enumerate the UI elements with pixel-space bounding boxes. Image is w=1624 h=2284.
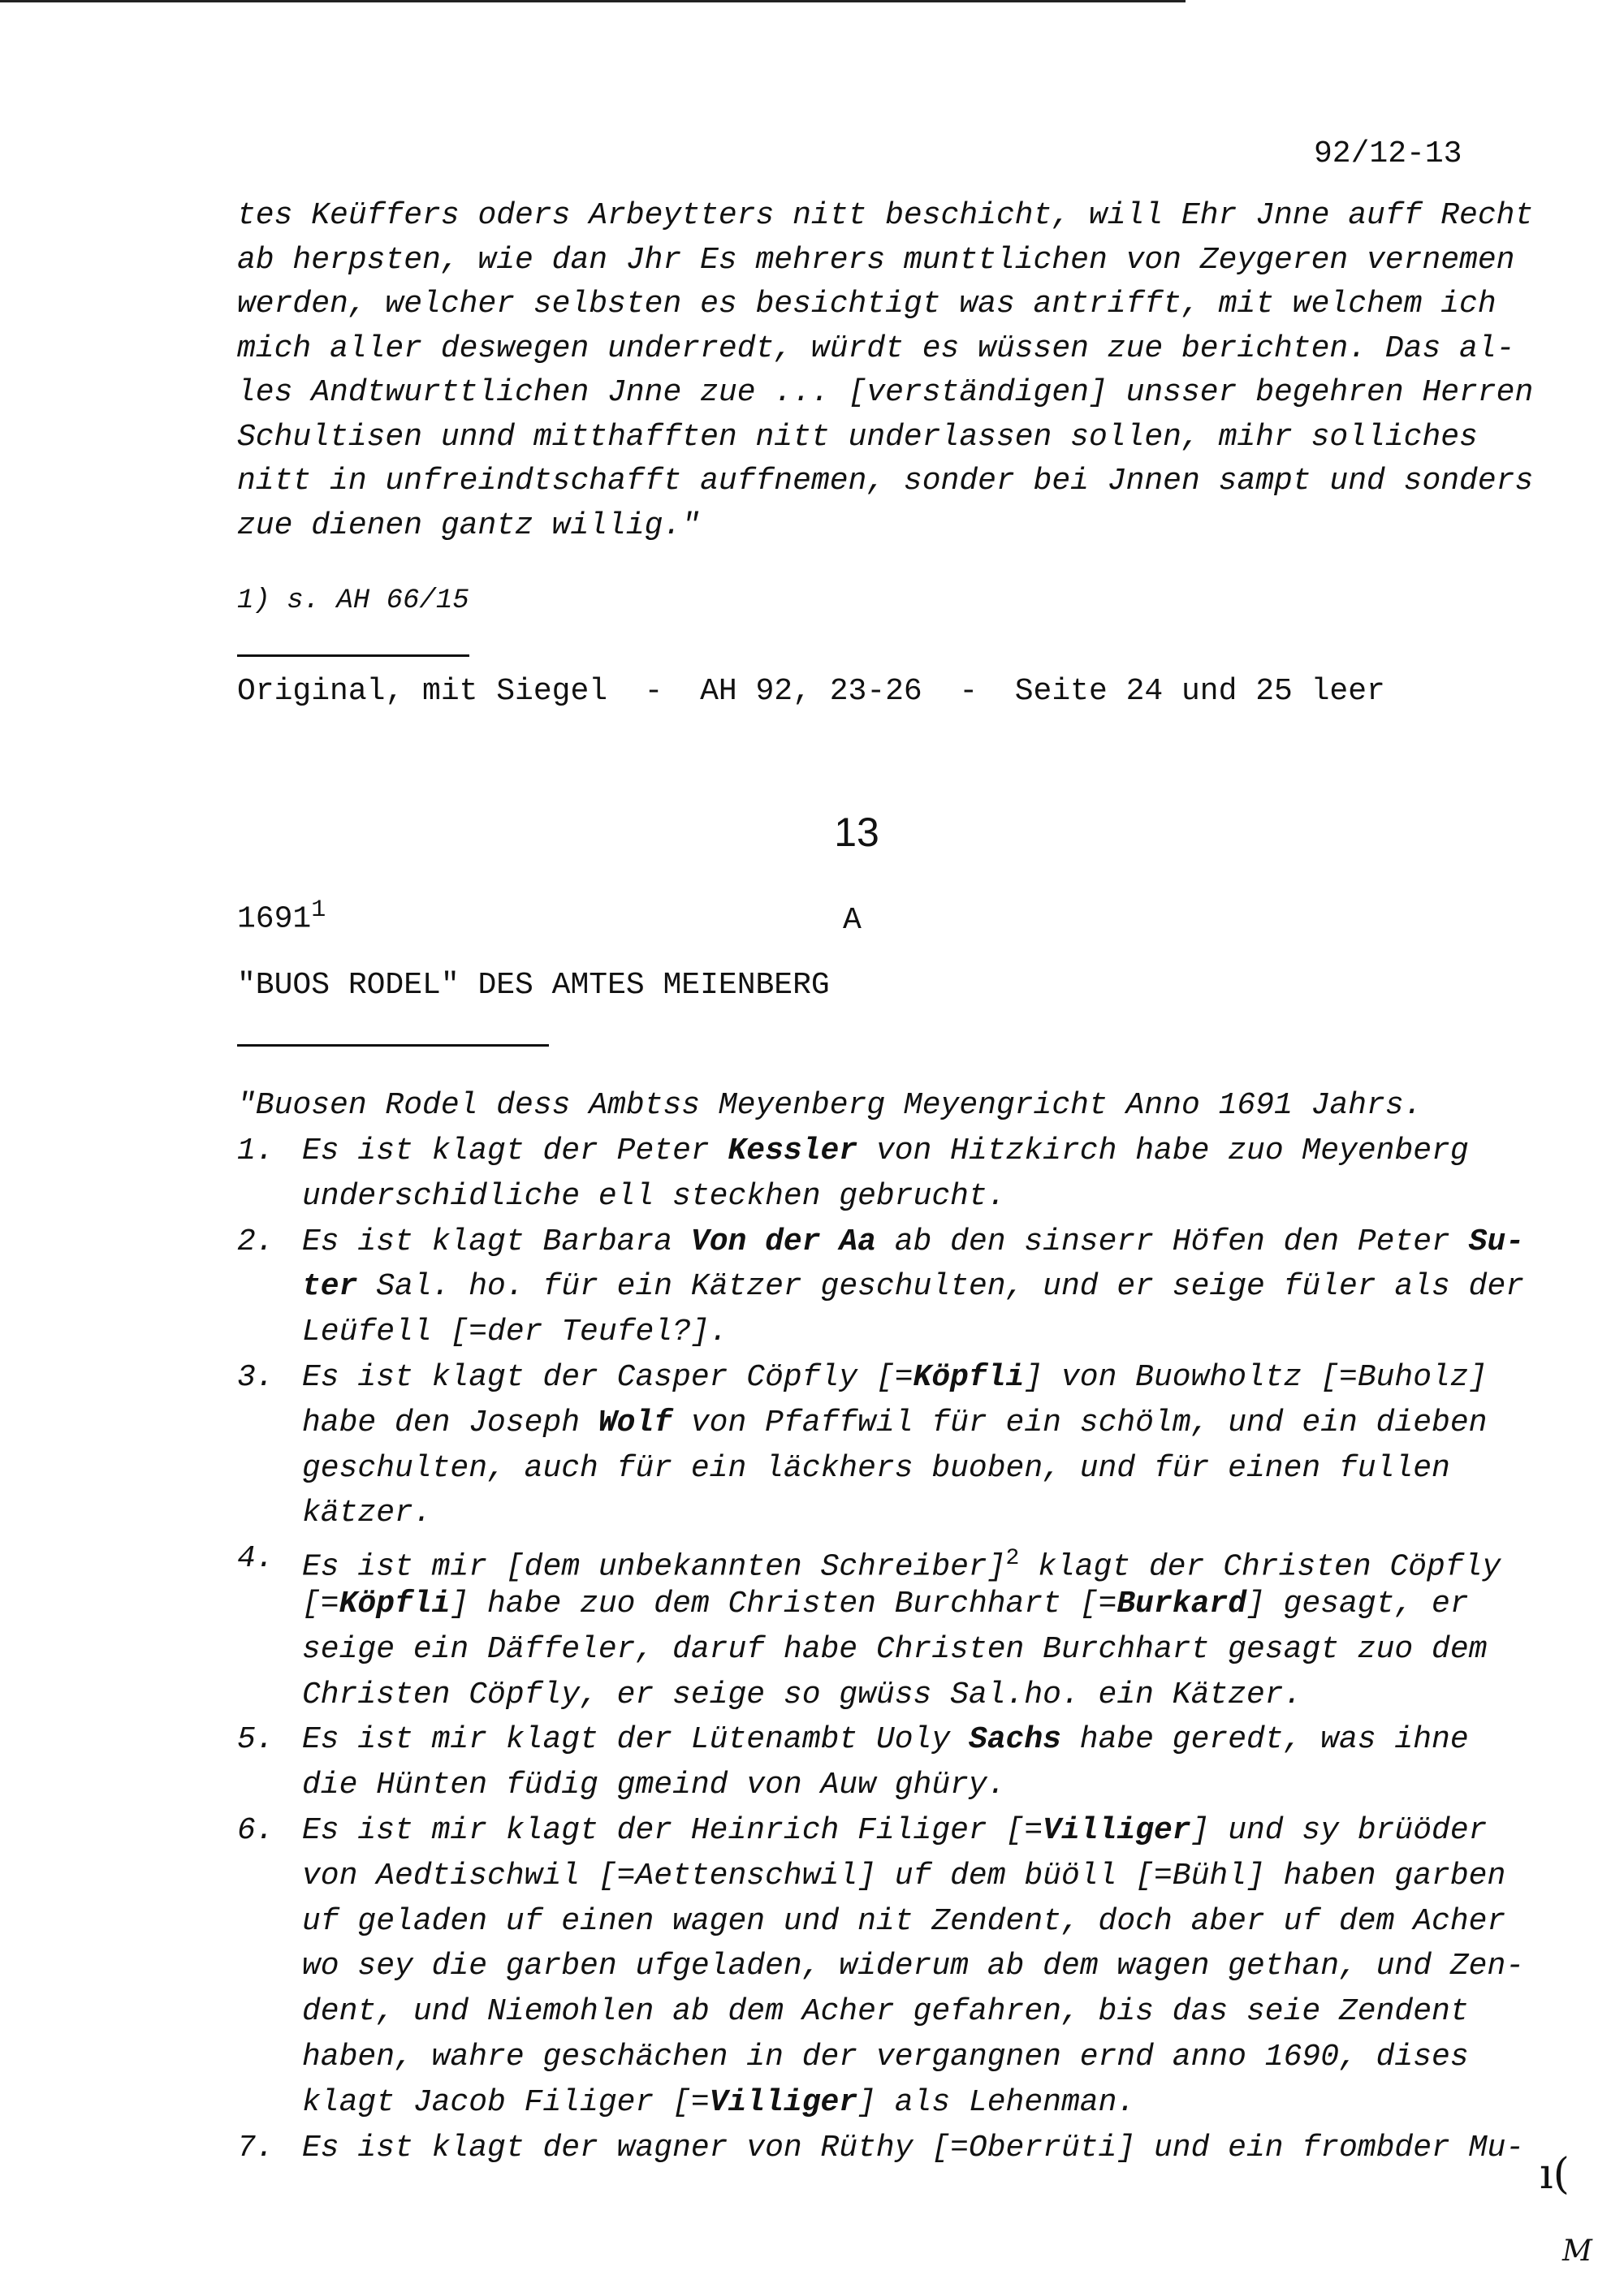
entry-number: 3.: [237, 1360, 274, 1395]
source-note: Original, mit Siegel - AH 92, 23-26 - Seite 24 und 25 leer: [237, 674, 1385, 709]
entry-line: Leüfell [=der Teufel?].: [302, 1315, 728, 1350]
entry-line: habe den Joseph Wolf von Pfaffwil für ein schölm, und ein dieben: [302, 1405, 1488, 1440]
title-divider: [237, 1044, 549, 1047]
intro-line: les Andtwurttlichen Jnne zue ... [verständigen] unsser begehren Herren: [237, 375, 1534, 410]
entry-number: 4.: [237, 1541, 274, 1577]
bold-name: Villiger: [709, 2084, 858, 2120]
bold-name: Wolf: [598, 1405, 673, 1440]
entry-line: seige ein Däffeler, daruf habe Christen Burchhart gesagt zuo dem: [302, 1631, 1488, 1667]
document-number: 13: [834, 810, 879, 855]
entry-number: 7.: [237, 2130, 274, 2165]
intro-line: ab herpsten, wie dan Jhr Es mehrers munttlichen von Zeygeren vernemen: [237, 242, 1515, 278]
bold-name: Kessler: [728, 1133, 858, 1168]
entry-number: 6.: [237, 1813, 274, 1848]
entry-line: Es ist mir klagt der Heinrich Filiger [=Villiger] und sy brüöder: [302, 1813, 1488, 1848]
bold-name: Burkard: [1116, 1587, 1247, 1621]
entry-line: kätzer.: [302, 1496, 432, 1531]
entry-line: wo sey die garben ufgeladen, widerum ab dem wagen gethan, und Zen-: [302, 1949, 1525, 1984]
intro-line: werden, welcher selbsten es besichtigt was antrifft, mit welchem ich: [237, 287, 1497, 322]
bold-name: Sachs: [968, 1722, 1061, 1758]
handwritten-initials: M: [1562, 2234, 1592, 2268]
entry-line: Es ist klagt Barbara Von der Aa ab den sinserr Höfen den Peter Su-: [302, 1224, 1525, 1259]
entry-line: Es ist mir klagt der Lütenambt Uoly Sachs habe geredt, was ihne: [302, 1722, 1469, 1758]
entry-number: 1.: [237, 1133, 274, 1168]
top-border-line: [0, 0, 1186, 2]
entry-line: uf geladen uf einen wagen und nit Zendent, doch aber uf dem Acher: [302, 1903, 1506, 1939]
page-reference: 92/12-13: [1314, 136, 1462, 171]
intro-line: Schultisen unnd mitthafften nitt underlassen sollen, mihr solliches: [237, 419, 1478, 455]
bold-name: ter: [302, 1269, 358, 1305]
document-year: [237, 896, 326, 937]
entry-line: haben, wahre geschächen in der vergangnen ernd anno 1690, dises: [302, 2040, 1469, 2075]
handwritten-mark: ı(: [1540, 2150, 1570, 2199]
entry-line: geschulten, auch für ein läckhers buoben, und für einen fullen: [302, 1450, 1450, 1486]
document-title: "BUOS RODEL" DES AMTES MEIENBERG: [237, 968, 830, 1003]
document-letter: A: [843, 903, 862, 938]
entry-line: underschidliche ell steckhen gebrucht.: [302, 1178, 1006, 1214]
entry-line: Es ist klagt der Peter Kessler von Hitzkirch habe zuo Meyenberg: [302, 1133, 1469, 1168]
year-value: 1691: [237, 901, 312, 937]
footnote-divider: [237, 654, 469, 657]
bold-name: Von der Aa: [690, 1224, 876, 1259]
entry-line: Es ist klagt der Casper Cöpfly [=Köpfli] von Buowholtz [=Buholz]: [302, 1360, 1488, 1395]
intro-line: tes Keüffers oders Arbeytters nitt beschicht, will Ehr Jnne auff Recht: [237, 198, 1534, 233]
entry-number: 5.: [237, 1722, 274, 1758]
entry-line: von Aedtischwil [=Aettenschwil] uf dem büöll [=Bühl] haben garben: [302, 1858, 1506, 1893]
bold-name: Villiger: [1043, 1813, 1191, 1848]
entry-number: 2.: [237, 1224, 274, 1259]
footnote: 1) s. AH 66/15: [237, 585, 469, 616]
entry-line: Es ist mir [dem unbekannten Schreiber]$^2$ klagt der Christen Cöpfly: [302, 1546, 1501, 1585]
intro-line: mich aller deswegen underredt, würdt es wüssen zue berichten. Das al-: [237, 330, 1515, 366]
rodel-heading: "Buosen Rodel dess Ambtss Meyenberg Meyengricht Anno 1691 Jahrs.: [237, 1088, 1423, 1123]
entry-line: klagt Jacob Filiger [=Villiger] als Lehenman.: [302, 2084, 1136, 2120]
entry-line: ter Sal. ho. für ein Kätzer geschulten, und er seige füler als der: [302, 1269, 1525, 1305]
entry-line: [=Köpfli] habe zuo dem Christen Burchhart [=Burkard] gesagt, er: [302, 1587, 1469, 1621]
bold-name: Su-: [1468, 1224, 1525, 1259]
year-footnote-marker: 1: [311, 896, 326, 924]
intro-line: nitt in unfreindtschafft auffnemen, sonder bei Jnnen sampt und sonders: [237, 464, 1534, 499]
entry-line: Es ist klagt der wagner von Rüthy [=Oberrüti] und ein frombder Mu-: [302, 2130, 1525, 2165]
footnote-marker: 2: [1005, 1546, 1020, 1572]
bold-name: Köpfli: [913, 1360, 1025, 1395]
intro-line: zue dienen gantz willig.": [237, 507, 701, 543]
bold-name: Köpfli: [339, 1587, 451, 1621]
entry-line: dent, und Niemohlen ab dem Acher gefahren, bis das seie Zendent: [302, 1994, 1469, 2030]
entry-line: Christen Cöpfly, er seige so gwüss Sal.ho. ein Kätzer.: [302, 1677, 1302, 1712]
entry-line: die Hünten füdig gmeind von Auw ghüry.: [302, 1768, 1006, 1803]
